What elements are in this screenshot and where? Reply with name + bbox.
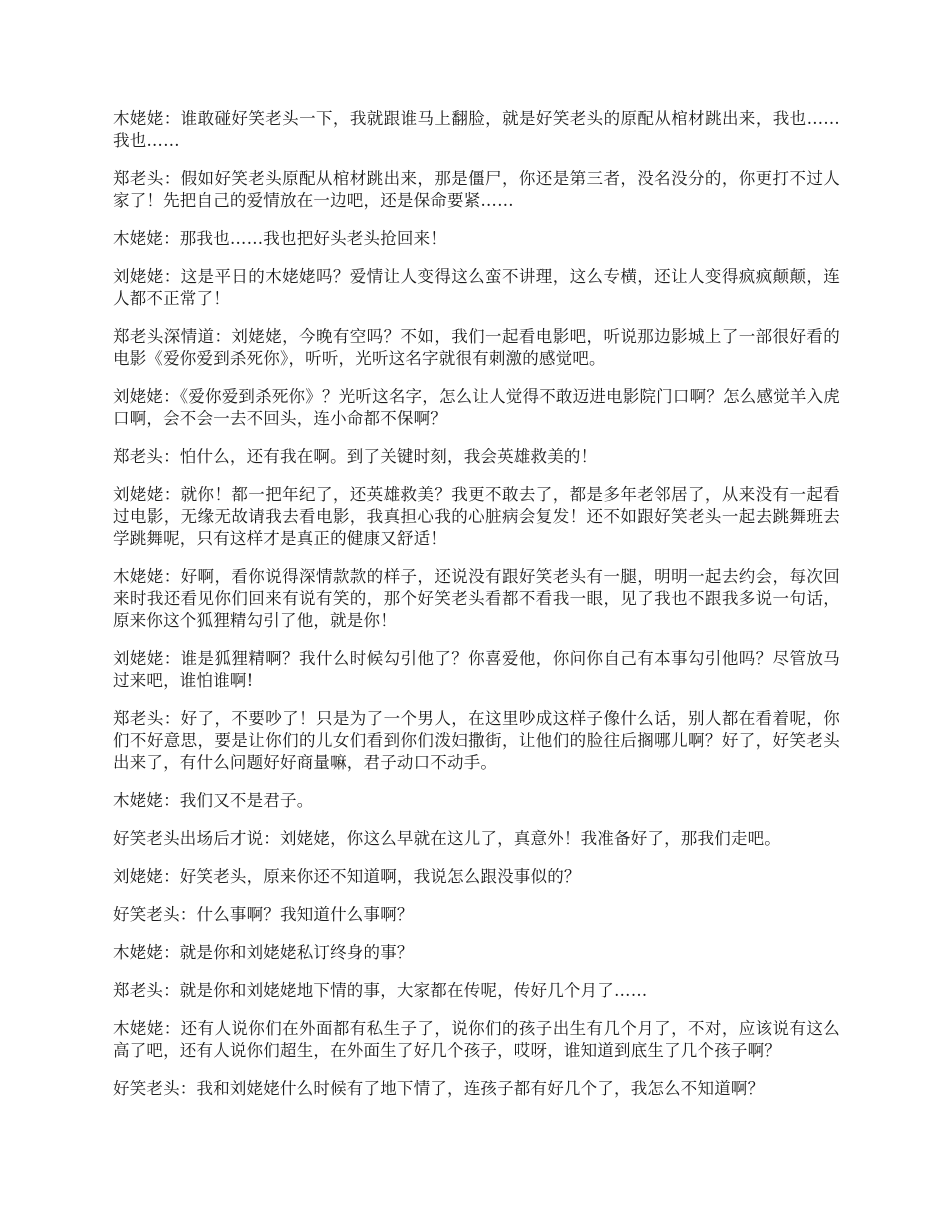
dialogue-paragraph: 木姥姥：就是你和刘姥姥私订终身的事？	[113, 943, 414, 962]
dialogue-paragraph: 郑老头：怕什么，还有我在啊。到了关键时刻，我会英雄救美的！	[113, 447, 598, 466]
dialogue-paragraph: 刘姥姥：《爱你爱到杀死你》？光听这名字，怎么让人觉得不敢迈进电影院门口啊？怎么感觉羊入虎口啊，会不会一去不回头，连小命都不保啊？	[113, 387, 840, 428]
dialogue-paragraph: 木姥姥：我们又不是君子。	[113, 791, 314, 810]
dialogue-paragraph: 木姥姥：那我也……我也把好头老头抢回来！	[113, 229, 447, 248]
dialogue-paragraph: 郑老头：就是你和刘姥姥地下情的事，大家都在传呢，传好几个月了……	[113, 981, 648, 1000]
dialogue-paragraph: 刘姥姥：谁是狐狸精啊？我什么时候勾引他了？你喜爱他，你问你自己有本事勾引他吗？尽管放马过来吧，谁怕谁啊!	[113, 649, 840, 690]
dialogue-paragraph: 木姥姥：好啊，看你说得深情款款的样子，还说没有跟好笑老头有一腿，明明一起去约会，每次回来时我还看见你们回来有说有笑的，那个好笑老头看都不看我一眼，见了我也不跟我多说一句话，原来你这个狐狸精勾引了他，就是你！	[113, 567, 840, 630]
dialogue-paragraph: 木姥姥：还有人说你们在外面都有私生子了，说你们的孩子出生有几个月了，不对，应该说有这么高了吧，还有人说你们超生，在外面生了好几个孩子，哎呀，谁知道到底生了几个孩子啊？	[113, 1019, 840, 1060]
dialogue-paragraph: 郑老头：好了，不要吵了！只是为了一个男人，在这里吵成这样子像什么话，别人都在看着呢，你们不好意思，要是让你们的儿女们看到你们泼妇撒街，让他们的脸往后搁哪儿啊？好了，好笑老头出来了，有什么问题好好商量嘛，君子动口不动手。	[113, 709, 840, 772]
dialogue-paragraph: 刘姥姥：就你！都一把年纪了，还英雄救美？我更不敢去了，都是多年老邻居了，从来没有一起看过电影，无缘无故请我去看电影，我真担心我的心脏病会复发！还不如跟好笑老头一起去跳舞班去学跳舞呢，只有这样才是真正的健康又舒适！	[113, 485, 840, 548]
dialogue-paragraph: 好笑老头：我和刘姥姥什么时候有了地下情了，连孩子都有好几个了，我怎么不知道啊？	[113, 1079, 765, 1098]
dialogue-paragraph: 郑老头：假如好笑老头原配从棺材跳出来，那是僵尸，你还是第三者，没名没分的，你更打不过人家了！先把自己的爱情放在一边吧，还是保命要紧……	[113, 169, 840, 210]
dialogue-paragraph: 好笑老头：什么事啊？我知道什么事啊？	[113, 905, 414, 924]
dialogue-paragraph: 刘姥姥：这是平日的木姥姥吗？爱情让人变得这么蛮不讲理，这么专横，还让人变得疯疯颠颠，连人都不正常了！	[113, 267, 840, 308]
dialogue-paragraph: 刘姥姥：好笑老头，原来你还不知道啊，我说怎么跟没事似的？	[113, 867, 581, 886]
dialogue-paragraph: 木姥姥：谁敢碰好笑老头一下，我就跟谁马上翻脸，就是好笑老头的原配从棺材跳出来，我也……我也……	[113, 109, 840, 150]
dialogue-paragraph: 好笑老头出场后才说：刘姥姥，你这么早就在这儿了，真意外！我准备好了，那我们走吧。	[113, 829, 781, 848]
dialogue-paragraph: 郑老头深情道：刘姥姥，今晚有空吗？不如，我们一起看电影吧，听说那边影城上了一部很好看的电影《爱你爱到杀死你》，听听，光听这名字就很有刺激的感觉吧。	[113, 327, 840, 368]
